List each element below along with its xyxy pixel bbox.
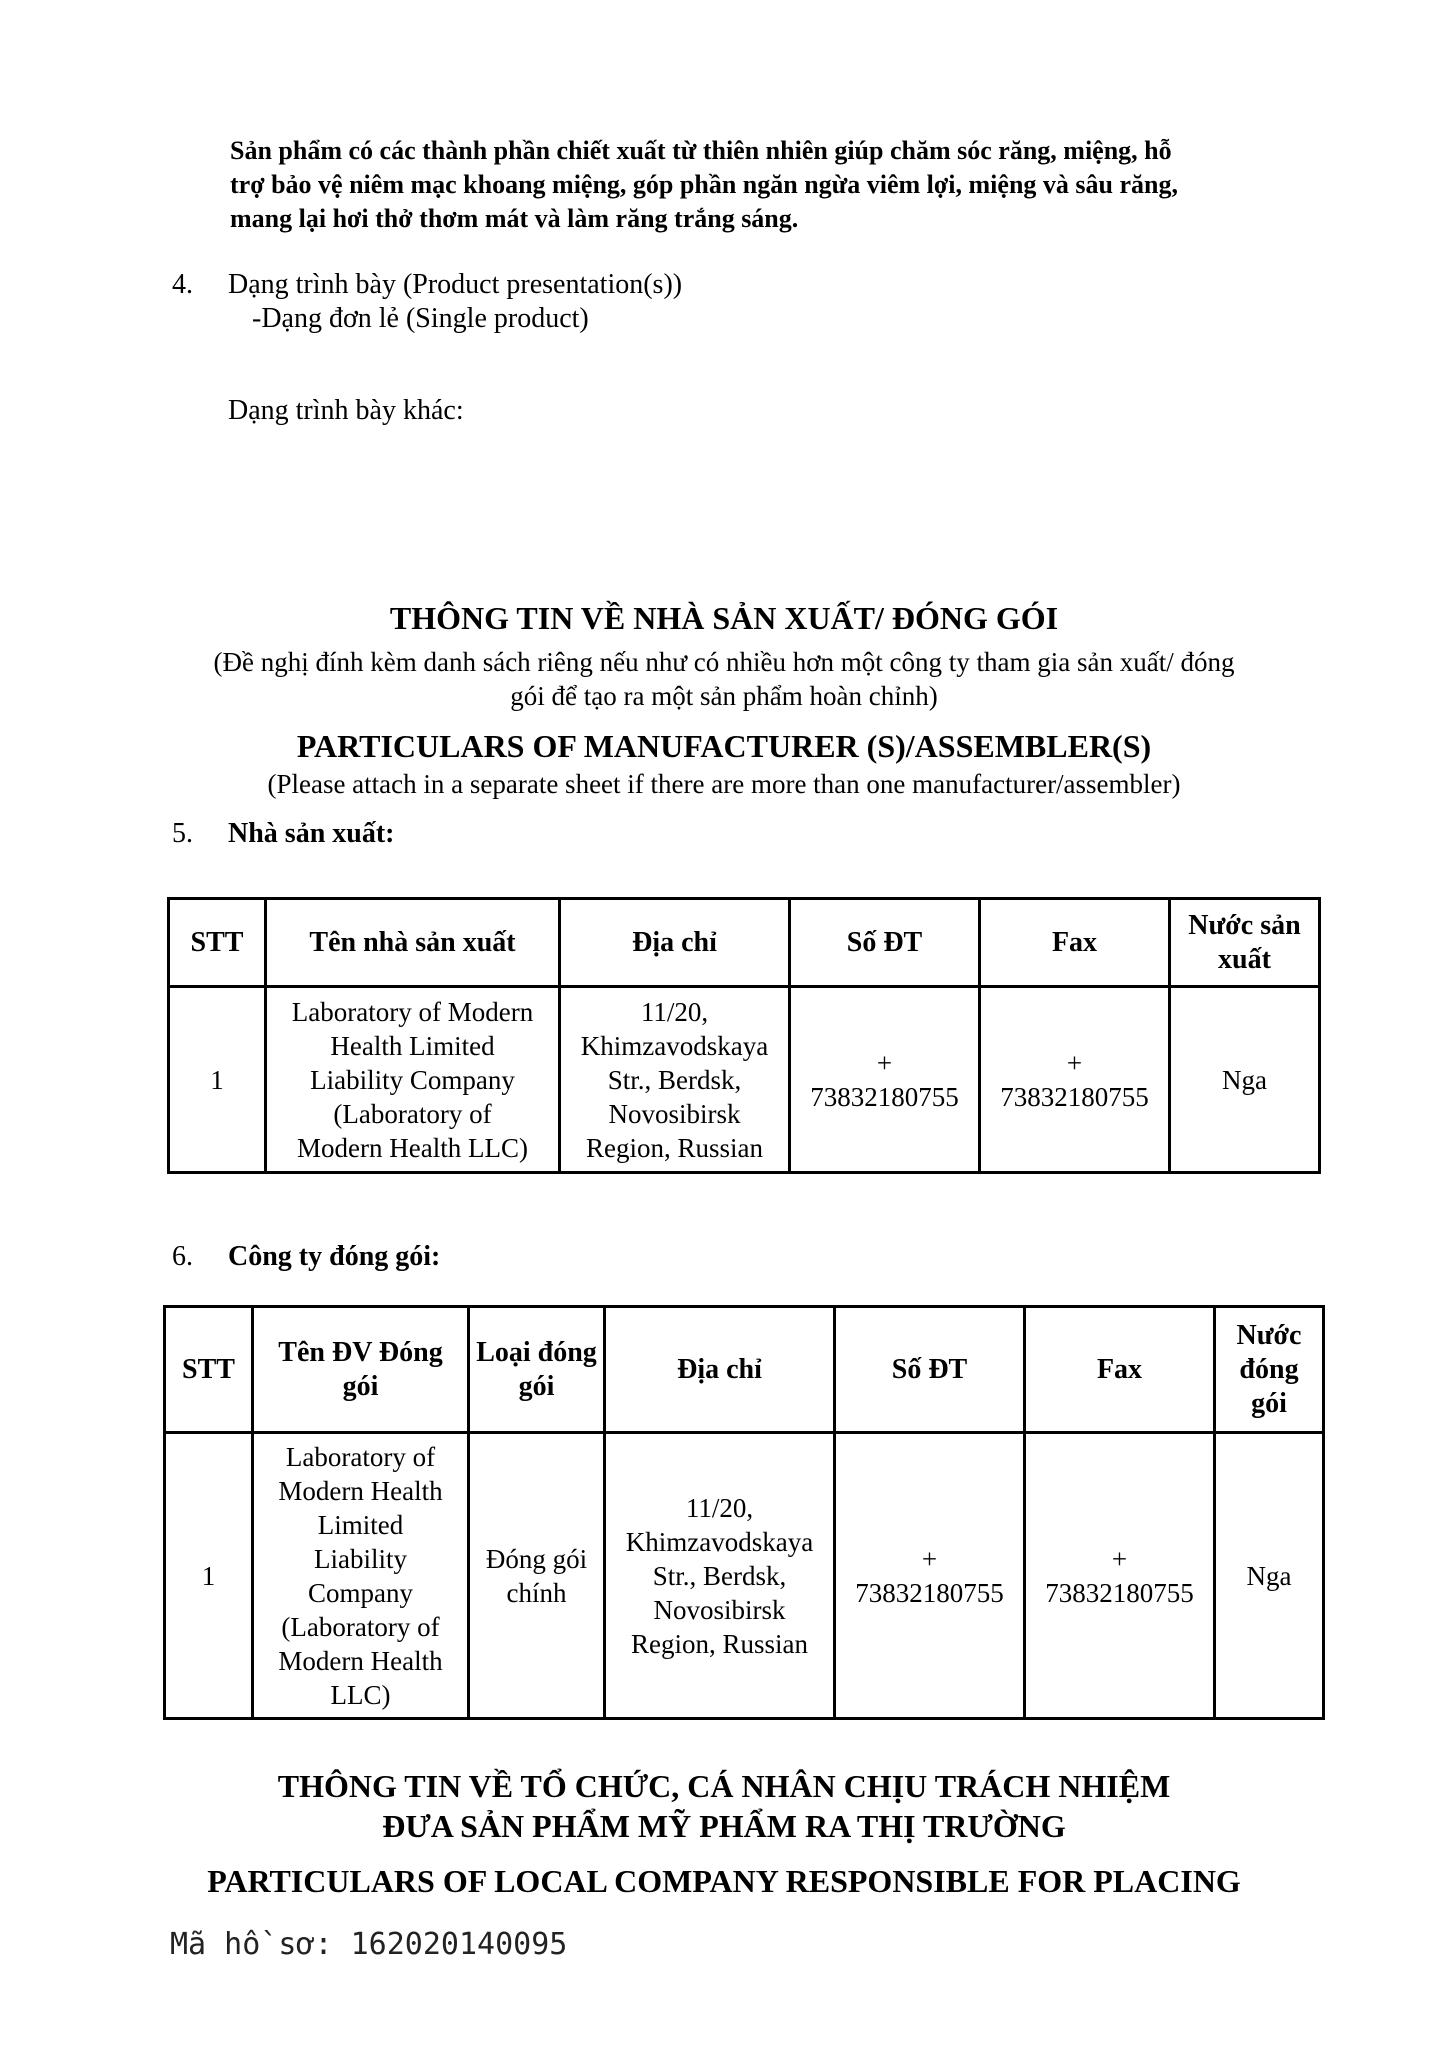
cell-country: Nga	[1215, 1433, 1324, 1719]
name-line: Limited	[317, 1509, 404, 1540]
name-line: Health Limited	[330, 1030, 495, 1061]
manufacturer-note-vn-2: gói để tạo ra một sản phẩm hoàn chỉnh)	[510, 681, 938, 711]
responsible-heading-vn-2: ĐƯA SẢN PHẨM MỸ PHẨM RA THỊ TRƯỜNG	[382, 1808, 1066, 1844]
name-line: Liability	[314, 1543, 407, 1574]
cell-address	[605, 1433, 835, 1719]
section4-number: 4.	[172, 269, 193, 300]
section5-title: Nhà sản xuất:	[228, 818, 395, 849]
manufacturer-table	[167, 897, 1321, 1174]
name-line: LLC)	[330, 1679, 391, 1710]
cell-fax	[1025, 1433, 1215, 1719]
address-line: Region, Russian	[630, 1628, 808, 1659]
packager-table	[163, 1305, 1325, 1720]
name-line: Modern Health LLC)	[297, 1132, 528, 1163]
header-fax: Fax	[1025, 1307, 1215, 1433]
address-line: Khimzavodskaya	[580, 1030, 769, 1061]
name-line: Modern Health	[278, 1475, 443, 1506]
manufacturer-note-vn-1: (Đề nghị đính kèm danh sách riêng nếu như có nhiều hơn một công ty tham gia sản xuất/ đóng	[213, 647, 1235, 677]
manufacturer-heading-en: PARTICULARS OF MANUFACTURER (S)/ASSEMBLER(S)	[296, 728, 1152, 764]
name-line: Liability Company	[310, 1064, 515, 1095]
cell-country: Nga	[1170, 987, 1320, 1173]
intro-line-2: trợ bảo vệ niêm mạc khoang miệng, góp phần ngăn ngừa viêm lợi, miệng và sâu răng,	[230, 170, 1178, 199]
section6-number: 6.	[172, 1241, 193, 1272]
table-header-row	[169, 899, 1320, 987]
intro-line-1: Sản phẩm có các thành phần chiết xuất từ thiên nhiên giúp chăm sóc răng, miệng, hỗ	[230, 136, 1172, 165]
intro-paragraph	[230, 134, 1330, 236]
cell-phone	[835, 1433, 1025, 1719]
cell-address	[560, 987, 790, 1173]
manufacturer-note-en: (Please attach in a separate sheet if there are more than one manufacturer/assembler)	[267, 769, 1181, 799]
type-line: Đóng gói	[485, 1543, 588, 1574]
section4-single: -Dạng đơn lẻ (Single product)	[252, 303, 589, 334]
header-phone: Số ĐT	[790, 899, 980, 987]
fax-prefix: +	[1066, 1047, 1083, 1078]
name-line: Company	[308, 1577, 413, 1608]
cell-phone	[790, 987, 980, 1173]
address-line: 11/20,	[640, 996, 709, 1027]
phone-prefix: +	[876, 1047, 893, 1078]
intro-line-3: mang lại hơi thở thơm mát và làm răng trắng sáng.	[230, 204, 799, 233]
header-stt: STT	[165, 1307, 253, 1433]
header-country: Nước đóng gói	[1215, 1307, 1324, 1433]
address-line: Novosibirsk	[608, 1098, 741, 1129]
cell-manufacturer-name	[266, 987, 560, 1173]
fax-prefix: +	[1111, 1543, 1128, 1574]
header-stt: STT	[169, 899, 266, 987]
table-header-row	[165, 1307, 1324, 1433]
address-line: Str., Berdsk,	[607, 1064, 742, 1095]
header-manufacturer-name: Tên nhà sản xuất	[266, 899, 560, 987]
address-line: Region, Russian	[585, 1132, 763, 1163]
manufacturer-heading-vn: THÔNG TIN VỀ NHÀ SẢN XUẤT/ ĐÓNG GÓI	[389, 600, 1059, 636]
fax-number: 73832180755	[1045, 1577, 1194, 1608]
table-row	[169, 987, 1320, 1173]
fax-number: 73832180755	[1000, 1081, 1149, 1112]
cell-packaging-type	[469, 1433, 605, 1719]
section4-other: Dạng trình bày khác:	[228, 395, 464, 426]
address-line: Khimzavodskaya	[625, 1526, 814, 1557]
header-address: Địa chỉ	[605, 1307, 835, 1433]
cell-stt: 1	[169, 987, 266, 1173]
type-line: chính	[506, 1577, 567, 1608]
header-packaging-type: Loại đóng gói	[469, 1307, 605, 1433]
phone-number: 73832180755	[810, 1081, 959, 1112]
header-fax: Fax	[980, 899, 1170, 987]
name-line: (Laboratory of	[281, 1611, 440, 1642]
document-id: Mã hồ sơ: 162020140095	[170, 1927, 568, 1962]
address-line: Str., Berdsk,	[652, 1560, 787, 1591]
header-address: Địa chỉ	[560, 899, 790, 987]
name-line: Modern Health	[278, 1645, 443, 1676]
section4-title: Dạng trình bày (Product presentation(s))	[228, 269, 683, 300]
cell-packager-name	[253, 1433, 469, 1719]
responsible-heading-vn-1: THÔNG TIN VỀ TỔ CHỨC, CÁ NHÂN CHỊU TRÁCH NHIỆM	[277, 1768, 1171, 1804]
cell-stt: 1	[165, 1433, 253, 1719]
table-row	[165, 1433, 1324, 1719]
section6-title: Công ty đóng gói:	[228, 1241, 441, 1272]
name-line: Laboratory of Modern	[291, 996, 534, 1027]
section5-number: 5.	[172, 818, 193, 849]
responsible-heading-en: PARTICULARS OF LOCAL COMPANY RESPONSIBLE FOR PLACING	[207, 1863, 1241, 1899]
phone-prefix: +	[921, 1543, 938, 1574]
header-phone: Số ĐT	[835, 1307, 1025, 1433]
address-line: Novosibirsk	[653, 1594, 786, 1625]
header-packager-name: Tên ĐV Đóng gói	[253, 1307, 469, 1433]
cell-fax	[980, 987, 1170, 1173]
phone-number: 73832180755	[855, 1577, 1004, 1608]
header-country: Nước sản xuất	[1170, 899, 1320, 987]
name-line: (Laboratory of	[333, 1098, 492, 1129]
name-line: Laboratory of	[285, 1441, 436, 1472]
address-line: 11/20,	[685, 1492, 754, 1523]
